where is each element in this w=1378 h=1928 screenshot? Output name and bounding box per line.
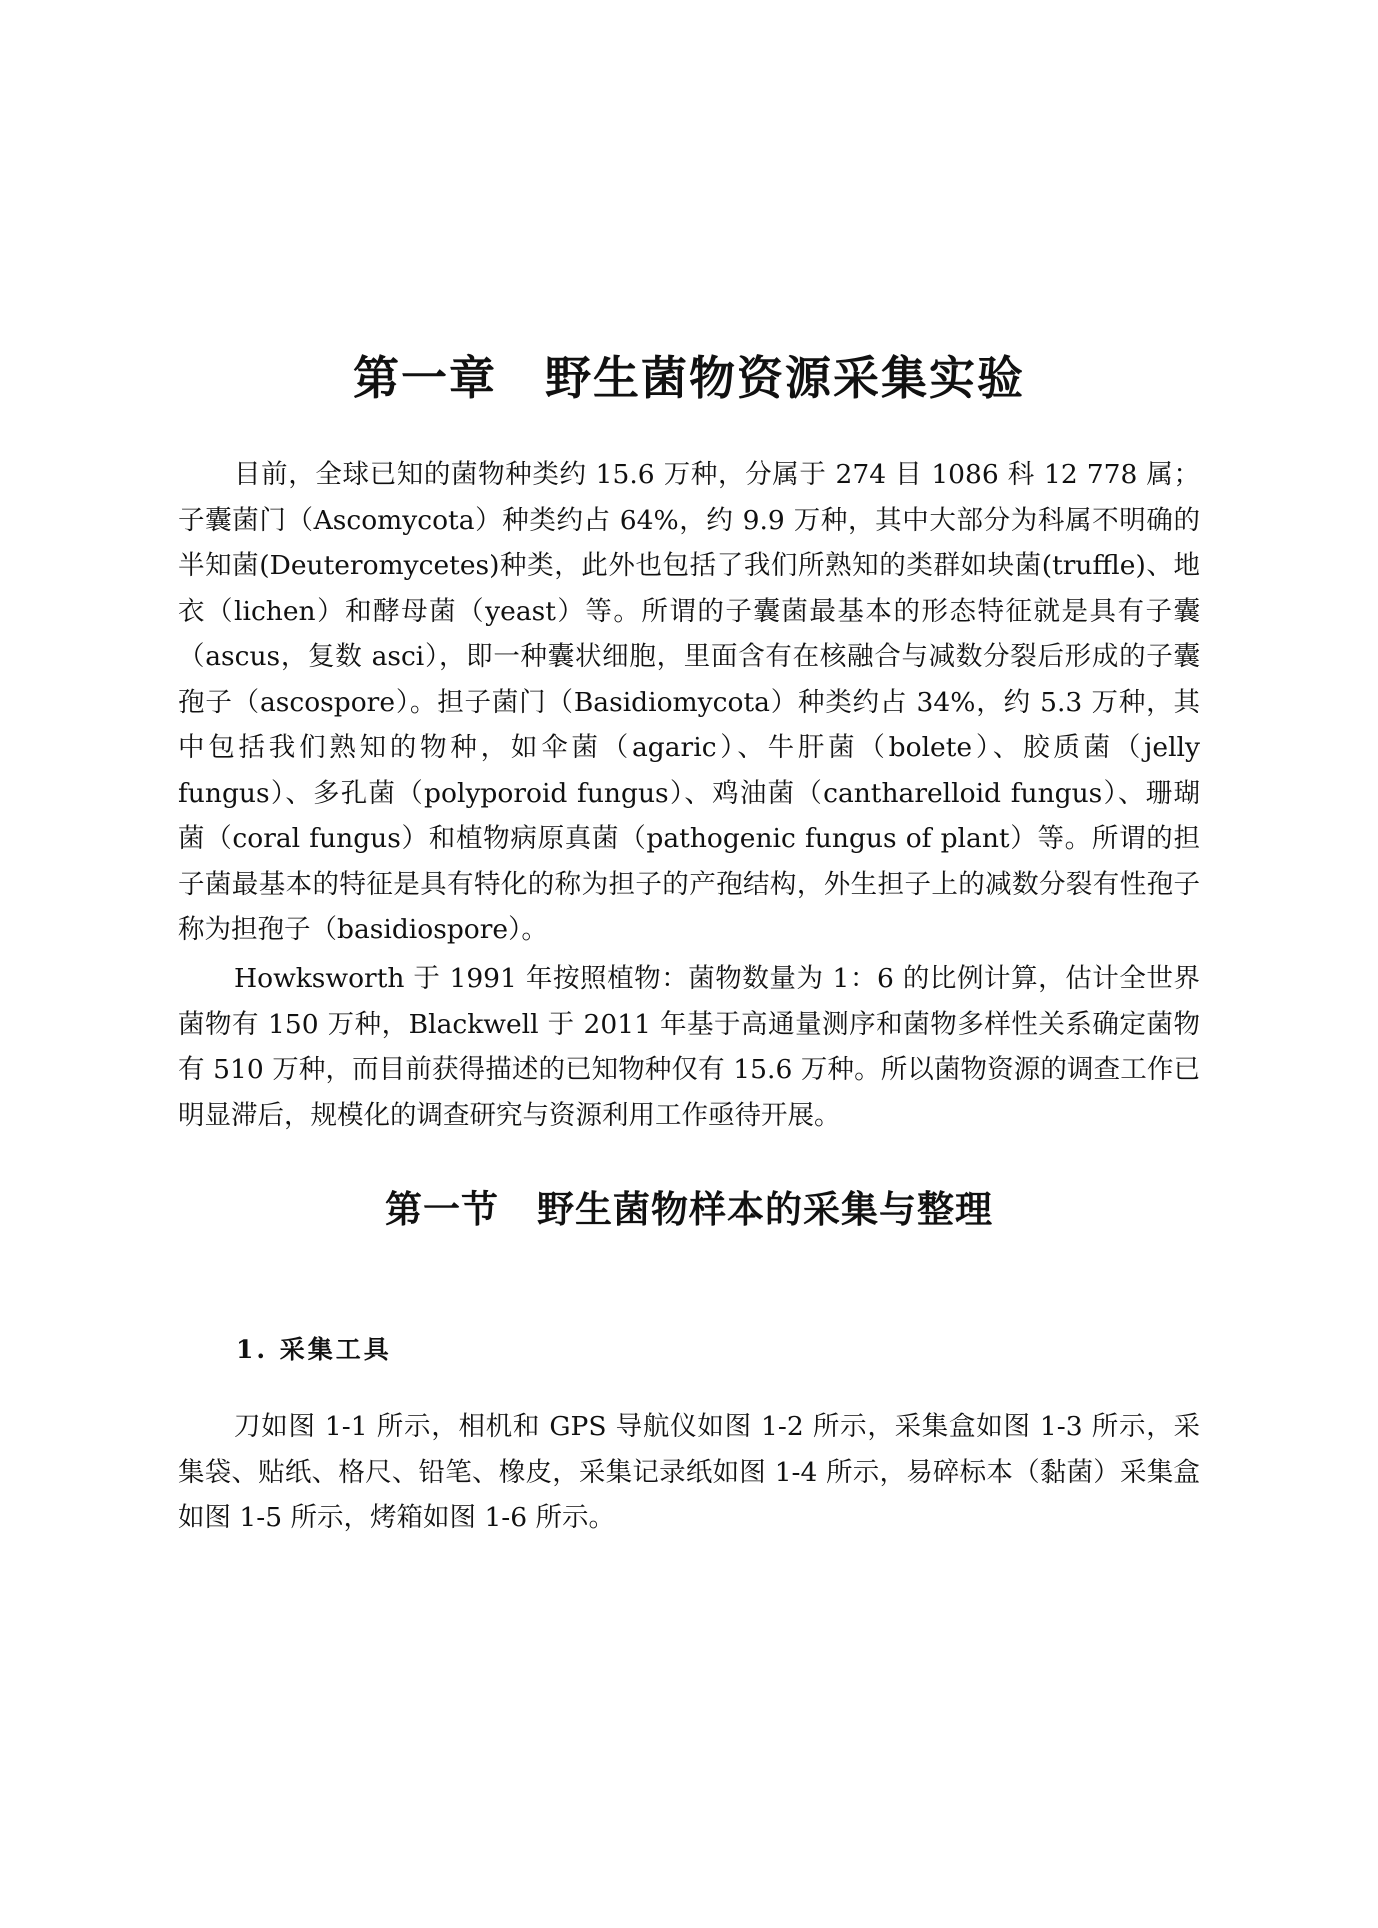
intro-paragraph-fungi-classification: 目前，全球已知的菌物种类约 15.6 万种，分属于 274 目 1086 科 12 778 属；子囊菌门（Ascomycota）种类约占 64%，约 9.9 万种，其中大部分为科属不明确的半知菌(Deuteromycetes)种类，此外也包括了我们所熟知的类群如块菌(truffle)、地衣（lichen）和酵母菌（yeast）等。所谓的子囊菌最基本的形态特征就是具有子囊（ascus，复数 asci），即一种囊状细胞，里面含有在核融合与减数分裂后形成的子囊孢子（ascospore）。担子菌门（Basidiomycota）种类约占 34%，约 5.3 万种，其中包括我们熟知的物种，如伞菌（agaric）、牛肝菌（bolete）、胶质菌（jelly fungus）、多孔菌（polyporoid fungus）、鸡油菌（cantharelloid fungus）、珊瑚菌（coral fungus）和植物病原真菌（pathogenic fungus of plant）等。所谓的担子菌最基本的特征是具有特化的称为担子的产孢结构，外生担子上的减数分裂有性孢子称为担孢子（basidiospore）。: [178, 459, 1200, 945]
section-title: 第一节 野生菌物样本的采集与整理: [385, 1188, 993, 1231]
intro-paragraph-species-estimate: Howksworth 于 1991 年按照植物：菌物数量为 1：6 的比例计算，估计全世界菌物有 150 万种，Blackwell 于 2011 年基于高通量测序和菌物多样性关系确定菌物有 510 万种，而目前获得描述的已知物种仅有 15.6 万种。所以菌物资源的调查工作已明显滞后，规模化的调查研究与资源利用工作亟待开展。: [178, 963, 1200, 1131]
subsection-heading-tools: 1. 采集工具: [236, 1335, 392, 1364]
tools-paragraph: 刀如图 1-1 所示，相机和 GPS 导航仪如图 1-2 所示，采集盒如图 1-3 所示，采集袋、贴纸、格尺、铅笔、橡皮，采集记录纸如图 1-4 所示，易碎标本（黏菌）采集盒如图 1-5 所示，烤箱如图 1-6 所示。: [178, 1411, 1200, 1533]
chapter-title: 第一章 野生菌物资源采集实验: [353, 351, 1025, 405]
